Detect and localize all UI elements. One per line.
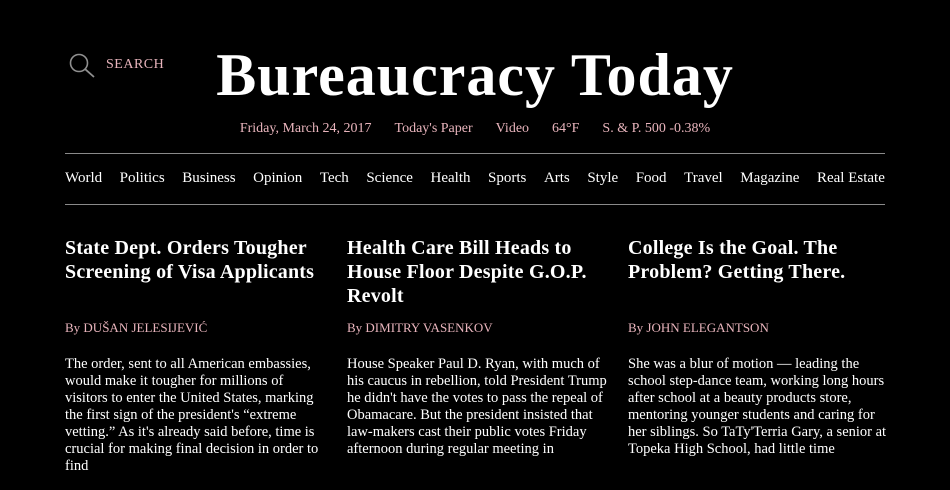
nav-item-world[interactable]: World (65, 170, 103, 186)
article-byline: By DIMITRY VASENKOV (347, 320, 493, 335)
article-headline[interactable]: State Dept. Orders Tougher Screening of Visa Applicants (65, 237, 315, 283)
nav-item-sports[interactable]: Sports (488, 170, 527, 186)
article-health-care-bill (347, 236, 609, 473)
market-ticker[interactable]: S. & P. 500 -0.38% (602, 121, 711, 136)
article-college-goal (628, 236, 890, 473)
weather-readout[interactable]: 64°F (552, 121, 580, 136)
section-nav (65, 170, 885, 187)
masthead-subbar (0, 121, 950, 137)
nav-item-tech[interactable]: Tech (319, 170, 349, 186)
nav-item-magazine[interactable]: Magazine (740, 170, 800, 186)
masthead-title[interactable]: Bureaucracy Today (216, 42, 734, 108)
article-headline[interactable]: Health Care Bill Heads to House Floor Despite G.O.P. Revolt (347, 237, 587, 307)
nav-item-science[interactable]: Science (366, 170, 413, 186)
nav-top-divider (65, 153, 885, 154)
nav-item-politics[interactable]: Politics (119, 170, 165, 186)
article-byline: By DUŠAN JELESIJEVIĆ (65, 320, 208, 335)
nav-bottom-divider (65, 204, 885, 205)
search-label: SEARCH (106, 57, 165, 72)
article-byline: By JOHN ELEGANTSON (628, 320, 769, 335)
article-headline[interactable]: College Is the Goal. The Problem? Getting There. (628, 237, 846, 283)
nav-item-food[interactable]: Food (635, 170, 667, 186)
nav-item-real-estate[interactable]: Real Estate (816, 170, 885, 186)
nav-item-style[interactable]: Style (587, 170, 619, 186)
video-link[interactable]: Video (495, 121, 530, 136)
article-summary: The order, sent to all American embassies, would make it tougher for millions of visitors to enter the United States, marking the first sign of the president's “extreme vetting.” As it's already said before, time is crucial for making final decision in order to find (65, 356, 319, 474)
nav-item-arts[interactable]: Arts (543, 170, 570, 186)
article-summary: House Speaker Paul D. Ryan, with much of his caucus in rebellion, told President Trump he didn't have the votes to pass the repeal of Obamacare. But the president insisted that law-makers cast their public votes Friday afternoon during regular meeting in (347, 356, 607, 457)
nav-item-business[interactable]: Business (182, 170, 236, 186)
nav-item-opinion[interactable]: Opinion (253, 170, 303, 186)
todays-paper-link[interactable]: Today's Paper (394, 121, 473, 136)
nav-item-health[interactable]: Health (430, 170, 471, 186)
article-visa-screening (65, 236, 327, 490)
current-date: Friday, March 24, 2017 (239, 121, 372, 136)
article-summary: She was a blur of motion — leading the school step-dance team, working long hours after school at a beauty products store, mentoring younger students and caring for her siblings. So TaTy'Terria Gary, a senior at Topeka High School, had little time (628, 356, 887, 457)
nav-item-travel[interactable]: Travel (684, 170, 723, 186)
